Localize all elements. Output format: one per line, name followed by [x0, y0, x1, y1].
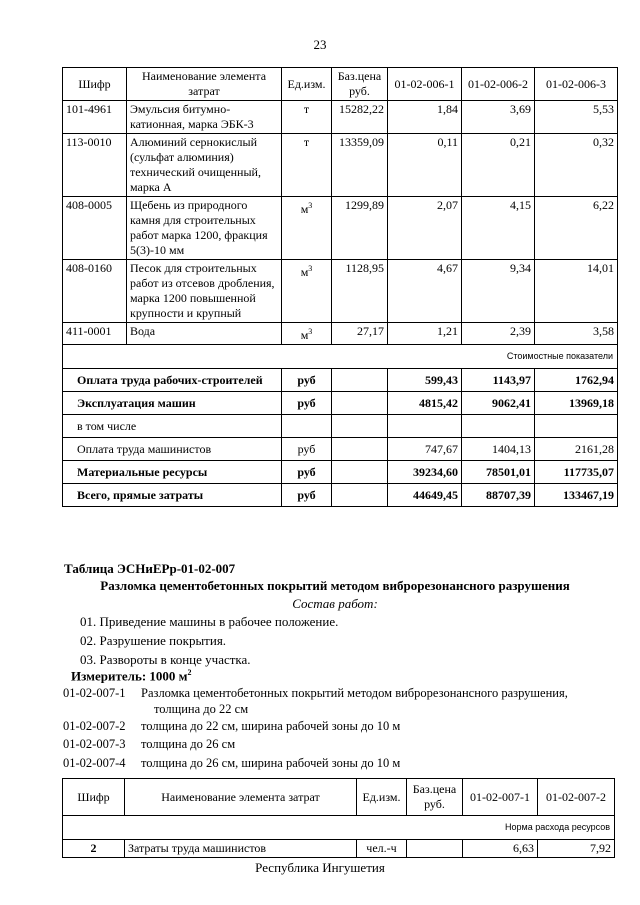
- header-base-price: Баз.цена руб.: [407, 779, 463, 816]
- header-col2: 01-02-006-2: [462, 68, 535, 101]
- row-value-1: 6,63: [463, 840, 538, 858]
- param-desc-cont: толщина до 22 см: [154, 702, 249, 716]
- row-code: 408-0005: [63, 197, 127, 260]
- row-name: Песок для строительных работ из отсевов дробления, марка 1200 повышенной крупности и крупный: [127, 260, 282, 323]
- cost-name: Оплата труда машинистов: [63, 438, 282, 461]
- table-row: [63, 101, 618, 134]
- cost-name: в том числе: [63, 415, 282, 438]
- param-desc: толщина до 26 см: [141, 737, 236, 751]
- header-name: Наименование элемента затрат: [127, 68, 282, 101]
- row-value-3: 6,22: [535, 197, 618, 260]
- header-col1: 01-02-007-1: [463, 779, 538, 816]
- param-code: 01-02-007-3: [63, 737, 126, 751]
- header-col1: 01-02-006-1: [388, 68, 462, 101]
- row-price: 1128,95: [332, 260, 388, 323]
- resources-table-007: [62, 778, 615, 858]
- row-unit: т: [282, 101, 332, 134]
- param-desc: толщина до 22 см, ширина рабочей зоны до 10 м: [141, 719, 401, 733]
- cost-price: [332, 369, 388, 392]
- row-unit: $м^3$: [282, 323, 332, 345]
- cost-unit: руб: [282, 461, 332, 484]
- cost-value-1: 39234,60: [388, 461, 462, 484]
- row-code: 2: [63, 840, 125, 858]
- cost-price: [332, 415, 388, 438]
- cost-unit: руб: [282, 369, 332, 392]
- section-row: [63, 816, 615, 840]
- cost-unit: руб: [282, 392, 332, 415]
- cost-value-1: 44649,45: [388, 484, 462, 507]
- row-code: 411-0001: [63, 323, 127, 345]
- row-value-2: 4,15: [462, 197, 535, 260]
- cost-value-3: 133467,19: [535, 484, 618, 507]
- table-row: [63, 840, 615, 858]
- row-name: Алюминий сернокислый (сульфат алюминия) технический очищенный, марка А: [127, 134, 282, 197]
- header-base-price: Баз.цена руб.: [332, 68, 388, 101]
- row-value-3: 5,53: [535, 101, 618, 134]
- cost-price: [332, 392, 388, 415]
- cost-value-2: 88707,39: [462, 484, 535, 507]
- cost-value-2: 9062,41: [462, 392, 535, 415]
- row-unit: $м^3$: [282, 260, 332, 323]
- row-value-1: 0,11: [388, 134, 462, 197]
- cost-value-2: 1143,97: [462, 369, 535, 392]
- cost-unit: руб: [282, 484, 332, 507]
- param-desc: Разломка цементобетонных покрытий методом виброрезонансного разрушения,: [141, 686, 568, 700]
- header-unit: Ед.изм.: [357, 779, 407, 816]
- page-number: 23: [313, 37, 327, 52]
- cost-value-3: 117735,07: [535, 461, 618, 484]
- meter-label: Измеритель: 1000 $м^2$: [71, 668, 192, 684]
- cost-row: [63, 392, 618, 415]
- row-value-1: 2,07: [388, 197, 462, 260]
- cost-row: [63, 438, 618, 461]
- table-header-row: [63, 68, 618, 101]
- table-row: [63, 323, 618, 345]
- section-title: Разломка цементобетонных покрытий методом виброрезонансного разрушения: [100, 578, 570, 593]
- work-item: 02. Разрушение покрытия.: [80, 633, 227, 648]
- row-value-2: 7,92: [538, 840, 615, 858]
- param-code: 01-02-007-2: [63, 719, 126, 733]
- cost-value-3: 13969,18: [535, 392, 618, 415]
- cost-value-2: 1404,13: [462, 438, 535, 461]
- row-value-2: 9,34: [462, 260, 535, 323]
- row-value-3: 0,32: [535, 134, 618, 197]
- cost-row: [63, 369, 618, 392]
- row-unit: $м^3$: [282, 197, 332, 260]
- cost-value-1: [388, 415, 462, 438]
- cost-price: [332, 438, 388, 461]
- row-code: 101-4961: [63, 101, 127, 134]
- cost-value-2: [462, 415, 535, 438]
- param-code: 01-02-007-4: [63, 756, 126, 770]
- row-name: Затраты труда машинистов: [125, 840, 357, 858]
- header-name: Наименование элемента затрат: [125, 779, 357, 816]
- cost-name: Материальные ресурсы: [63, 461, 282, 484]
- cost-row: [63, 484, 618, 507]
- cost-price: [332, 484, 388, 507]
- row-value-2: 0,21: [462, 134, 535, 197]
- row-price: 15282,22: [332, 101, 388, 134]
- param-code: 01-02-007-1: [63, 686, 126, 700]
- cost-value-1: 4815,42: [388, 392, 462, 415]
- header-code: Шифр: [63, 68, 127, 101]
- work-item: 03. Развороты в конце участка.: [80, 652, 251, 667]
- row-value-1: 4,67: [388, 260, 462, 323]
- row-value-3: 14,01: [535, 260, 618, 323]
- row-name: Эмульсия битумно-катионная, марка ЭБК-3: [127, 101, 282, 134]
- row-value-2: 3,69: [462, 101, 535, 134]
- table-row: [63, 260, 618, 323]
- row-price: 13359,09: [332, 134, 388, 197]
- cost-value-1: 747,67: [388, 438, 462, 461]
- cost-value-3: [535, 415, 618, 438]
- row-value-1: 1,84: [388, 101, 462, 134]
- works-heading: Состав работ:: [292, 596, 378, 611]
- table-row: [63, 134, 618, 197]
- cost-name: Всего, прямые затраты: [63, 484, 282, 507]
- row-name: Вода: [127, 323, 282, 345]
- header-code: Шифр: [63, 779, 125, 816]
- cost-unit: [282, 415, 332, 438]
- cost-unit: руб: [282, 438, 332, 461]
- table-header-row: [63, 779, 615, 816]
- table-label: Таблица ЭСНиЕРр-01-02-007: [64, 561, 236, 576]
- row-name: Щебень из природного камня для строительных работ марка 1200, фракция 5(3)-10 мм: [127, 197, 282, 260]
- row-value-1: 1,21: [388, 323, 462, 345]
- header-col2: 01-02-007-2: [538, 779, 615, 816]
- section-label-costs: Стоимостные показатели: [63, 345, 618, 369]
- footer-region: Республика Ингушетия: [255, 860, 385, 875]
- row-value-3: 3,58: [535, 323, 618, 345]
- row-price: 1299,89: [332, 197, 388, 260]
- resources-table-006: [62, 67, 618, 507]
- cost-value-3: 1762,94: [535, 369, 618, 392]
- section-row: [63, 345, 618, 369]
- header-unit: Ед.изм.: [282, 68, 332, 101]
- header-col3: 01-02-006-3: [535, 68, 618, 101]
- cost-price: [332, 461, 388, 484]
- cost-name: Эксплуатация машин: [63, 392, 282, 415]
- row-value-2: 2,39: [462, 323, 535, 345]
- row-price: 27,17: [332, 323, 388, 345]
- row-unit: чел.-ч: [357, 840, 407, 858]
- row-code: 113-0010: [63, 134, 127, 197]
- table-row: [63, 197, 618, 260]
- work-item: 01. Приведение машины в рабочее положение.: [80, 614, 339, 629]
- row-price: [407, 840, 463, 858]
- cost-row: [63, 415, 618, 438]
- cost-value-2: 78501,01: [462, 461, 535, 484]
- cost-value-3: 2161,28: [535, 438, 618, 461]
- cost-row: [63, 461, 618, 484]
- section-label-norms: Норма расхода ресурсов: [63, 816, 615, 840]
- param-desc: толщина до 26 см, ширина рабочей зоны до 10 м: [141, 756, 401, 770]
- row-unit: т: [282, 134, 332, 197]
- cost-value-1: 599,43: [388, 369, 462, 392]
- row-code: 408-0160: [63, 260, 127, 323]
- cost-name: Оплата труда рабочих-строителей: [63, 369, 282, 392]
